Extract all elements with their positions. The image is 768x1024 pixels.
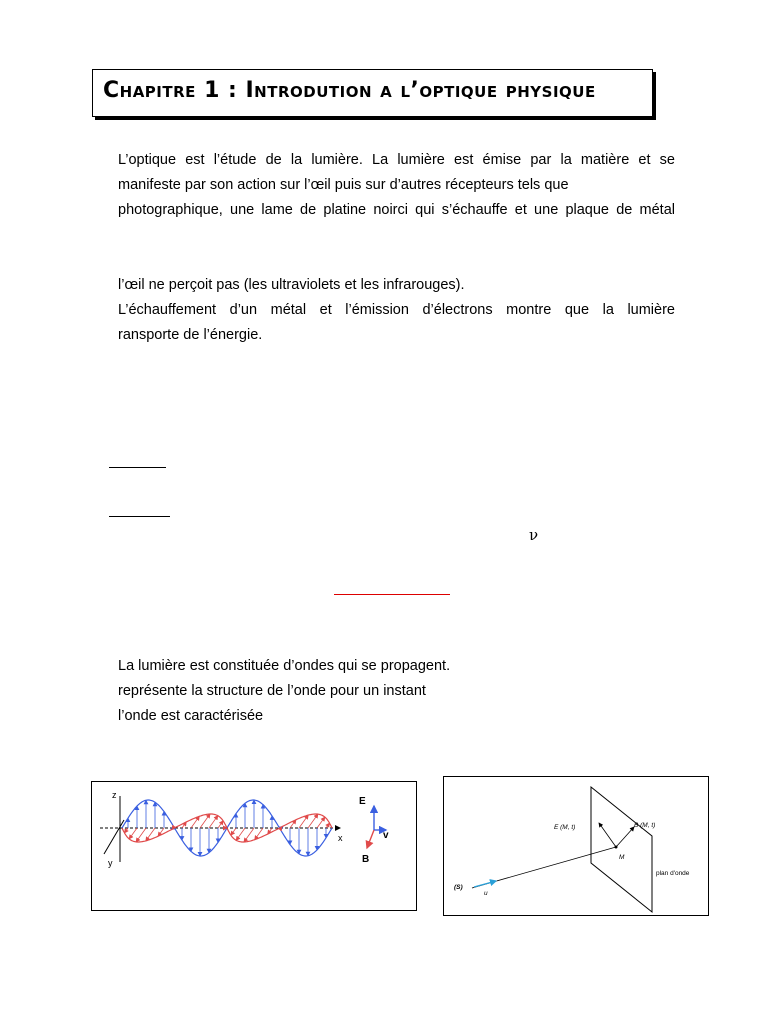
magnetic-field-vector: [236, 828, 245, 840]
chapter-title: Chapitre 1 : Introdution a l’optique physique: [103, 78, 596, 103]
paragraph-line: représente la structure de l’onde pour un instant: [118, 683, 426, 699]
magnetic-field-vector: [209, 816, 218, 828]
plane-wave-diagram: [444, 777, 708, 915]
underline-rule: [109, 467, 166, 468]
y-axis: [104, 820, 124, 854]
magnetic-field-vector: [136, 828, 146, 842]
paragraph-line: L’échauffement d’un métal et l’émission d’électrons montre que la lumière: [118, 302, 675, 318]
paragraph-line: l’œil ne perçoit pas (les ultraviolets et les infrarouges).: [118, 277, 465, 293]
b-field-arrow: [616, 827, 634, 847]
paragraph-line: La lumière est constituée d’ondes qui se propagent.: [118, 658, 451, 674]
u-label: u: [484, 890, 488, 897]
m-label: M: [619, 854, 625, 861]
red-underline-rule: [334, 594, 450, 595]
b-vector-label: B: [362, 854, 370, 865]
paragraph-line: L’optique est l’étude de la lumière. La lumière est émise par la matière et se: [118, 152, 675, 168]
source-label: (S): [454, 884, 463, 891]
x-axis-label: x: [338, 833, 343, 843]
e-vector-label: E: [359, 796, 366, 807]
y-axis-label: y: [108, 858, 113, 868]
magnetic-field-vector: [231, 828, 236, 835]
plane-wave-figure: [443, 776, 709, 916]
paragraph-line: ransporte de l’énergie.: [118, 327, 263, 343]
paragraph-line: manifeste par son action sur l’œil puis sur d’autres récepteurs tels que: [118, 177, 569, 193]
paragraph-line: photographique, une lame de platine noirci qui s’échauffe et une plaque de métal: [118, 202, 675, 218]
b-field-label: B (M, t): [634, 822, 656, 829]
chapter-title-box: [92, 69, 653, 117]
b-vector-arrow: [367, 830, 374, 848]
underline-rule: [109, 516, 170, 517]
magnetic-field-vector: [125, 828, 129, 833]
em-wave-figure: [91, 781, 417, 911]
wave-plane: [591, 787, 652, 912]
magnetic-field-vector: [308, 814, 318, 828]
plan-onde-label: plan d'onde: [656, 870, 690, 877]
magnetic-field-vector: [326, 823, 330, 828]
paragraph-line: l’onde est caractérisée: [118, 708, 264, 724]
e-field-label: E (M, t): [554, 824, 576, 831]
em-wave-diagram: [92, 782, 416, 910]
magnetic-field-vector: [317, 817, 325, 828]
magnetic-field-vector: [129, 828, 137, 839]
nu-symbol: ν: [529, 526, 539, 544]
z-axis-label: z: [112, 790, 117, 800]
v-vector-label: v: [383, 830, 389, 841]
point-m: [615, 846, 618, 849]
magnetic-field-vector: [218, 821, 223, 828]
u-vector-arrow: [474, 881, 496, 887]
e-field-arrow: [599, 823, 616, 847]
